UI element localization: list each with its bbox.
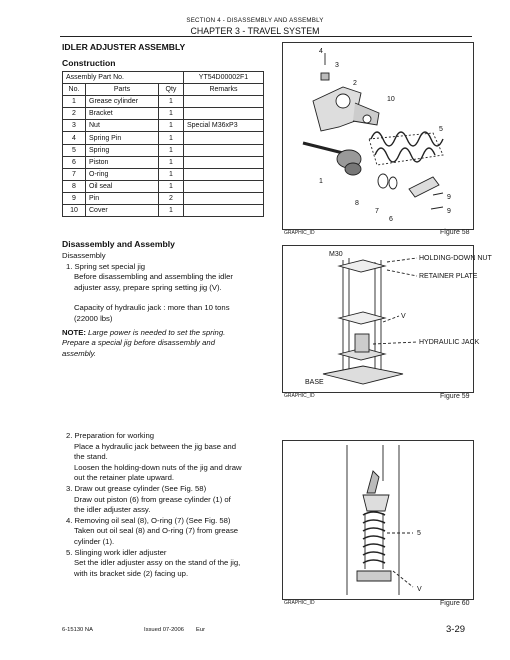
assembly-number: YT54D00002F1	[184, 72, 264, 84]
step5-line: Set the idler adjuster assy on the stand of the jig,	[74, 558, 241, 568]
jack-capacity: Capacity of hydraulic jack : more than 10 tons	[74, 303, 230, 313]
note-text: assembly.	[62, 348, 97, 358]
steps-text	[62, 431, 272, 579]
assembly-label: Assembly Part No.	[63, 72, 184, 84]
col-header: Qty	[159, 84, 184, 96]
cell: 1	[159, 180, 184, 192]
note	[62, 328, 262, 339]
cell: 1	[159, 156, 184, 168]
disassembly-text	[62, 251, 262, 359]
cell	[184, 156, 264, 168]
callout: 1	[319, 178, 323, 185]
disassembly-subheading: Disassembly	[62, 251, 106, 260]
table-row	[63, 108, 264, 120]
retainer-plate-label: RETAINER PLATE	[419, 273, 478, 280]
cell: 1	[159, 96, 184, 108]
callout: 9	[447, 194, 451, 201]
m30-label: M30	[329, 251, 343, 258]
callout: 7	[375, 208, 379, 215]
table-row	[63, 192, 264, 204]
step4-line: cylinder (1).	[74, 536, 115, 546]
cell: 1	[159, 120, 184, 132]
cell: 1	[63, 96, 86, 108]
step2-heading: 2. Preparation for working	[66, 431, 155, 440]
table-header-row	[63, 84, 264, 96]
figure-59-graphic-id: GRAPHIC_ID	[284, 393, 315, 399]
idler-adjuster-exploded-drawing	[283, 43, 473, 229]
step5-line: with its bracket side (2) facing up.	[74, 568, 189, 578]
cell: 1	[159, 144, 184, 156]
footer-language: Eur	[196, 627, 206, 633]
table-row	[63, 168, 264, 180]
col-header: No.	[63, 84, 86, 96]
table-row	[63, 132, 264, 144]
footer-doc-number: 6-15130 NA	[62, 627, 93, 633]
cell: Oil seal	[86, 180, 159, 192]
note-text: Prepare a special jig before disassembly and	[62, 338, 215, 348]
cell: 2	[63, 108, 86, 120]
step4-heading: 4. Removing oil seal (8), O-ring (7) (See Fig. 58)	[66, 515, 231, 525]
col-header: Remarks	[184, 84, 264, 96]
table-row	[63, 72, 264, 84]
cell	[184, 192, 264, 204]
step1-line: adjuster assy, prepare spring setting jig (V).	[74, 282, 222, 292]
cell: 5	[63, 144, 86, 156]
step1-line: Before disassembling and assembling the idler	[74, 272, 233, 282]
cell: Pin	[86, 192, 159, 204]
callout: 9	[447, 208, 451, 215]
step4-line: Taken out oil seal (8) and O-ring (7) from grease	[74, 526, 239, 536]
callout: 3	[335, 62, 339, 69]
callout: 4	[319, 48, 323, 55]
figure-59-frame	[282, 245, 492, 393]
callout: 5	[439, 126, 443, 133]
step2-line: Loosen the holding-down nuts of the jig and draw	[74, 462, 242, 472]
cell: Spring Pin	[86, 132, 159, 144]
step3-line: the idler adjuster assy.	[74, 505, 151, 515]
callout: 6	[389, 216, 393, 223]
cell	[184, 108, 264, 120]
spring-callout: 5	[417, 530, 421, 537]
callout: 2	[353, 80, 357, 87]
construction-heading: Construction	[62, 58, 116, 68]
step2-line: out the retainer plate upward.	[74, 473, 175, 483]
spring-setting-jig-drawing	[283, 246, 492, 392]
cell	[184, 168, 264, 180]
cell: Bracket	[86, 108, 159, 120]
cell: 8	[63, 180, 86, 192]
jack-capacity-lbs: (22000 lbs)	[74, 313, 113, 323]
cell: 7	[63, 168, 86, 180]
table-row	[63, 120, 264, 132]
figure-58-label: Figure 58	[440, 229, 470, 236]
cell	[184, 132, 264, 144]
figure-59-label: Figure 59	[440, 393, 470, 400]
jig-callout: V	[417, 586, 422, 593]
cell: Spring	[86, 144, 159, 156]
slinging-idler-adjuster-drawing	[283, 441, 473, 599]
note-text: Large power is needed to set the spring.	[85, 327, 226, 337]
cell	[184, 144, 264, 156]
cell: Nut	[86, 120, 159, 132]
holding-down-nut-label: HOLDING-DOWN NUT	[419, 255, 492, 262]
cell	[184, 96, 264, 108]
cell: 4	[63, 132, 86, 144]
figure-58-graphic-id: GRAPHIC_ID	[284, 230, 315, 236]
cell	[184, 180, 264, 192]
cell: Grease cylinder	[86, 96, 159, 108]
figure-60-graphic-id: GRAPHIC_ID	[284, 600, 315, 606]
step3-line: Draw out piston (6) from grease cylinder (1) of	[74, 494, 231, 504]
cell: 2	[159, 192, 184, 204]
cell: Piston	[86, 156, 159, 168]
step2-line: Place a hydraulic jack between the jig base and	[74, 441, 236, 451]
table-row	[63, 180, 264, 192]
hydraulic-jack-label: HYDRAULIC JACK	[419, 339, 480, 346]
header-section: SECTION 4 - DISASSEMBLY AND ASSEMBLY	[186, 17, 324, 24]
step5-heading: 5. Slinging work idler adjuster	[66, 547, 167, 557]
step2-line: the stand.	[74, 452, 108, 462]
step1-heading: 1. Spring set special jig	[66, 261, 146, 271]
footer-issued: Issued 07-2006	[144, 627, 184, 633]
cell	[184, 205, 264, 217]
note-label: NOTE:	[62, 327, 86, 337]
cell: 1	[159, 108, 184, 120]
cell: Special M36xP3	[184, 120, 264, 132]
callout: 8	[355, 200, 359, 207]
cell: 1	[159, 168, 184, 180]
page-title: IDLER ADJUSTER ASSEMBLY	[62, 42, 186, 52]
callout: 10	[387, 96, 395, 103]
cell: O-ring	[86, 168, 159, 180]
col-header: Parts	[86, 84, 159, 96]
cell: 9	[63, 192, 86, 204]
table-row	[63, 156, 264, 168]
table-row	[63, 144, 264, 156]
cell: Cover	[86, 205, 159, 217]
step3-heading: 3. Draw out grease cylinder (See Fig. 58)	[66, 483, 207, 493]
jig-v-label: V	[401, 313, 406, 320]
cell: 6	[63, 156, 86, 168]
disassembly-assembly-heading: Disassembly and Assembly	[62, 239, 175, 249]
parts-table	[62, 71, 264, 217]
page-number: 3-29	[446, 624, 466, 635]
table-row	[63, 96, 264, 108]
figure-60-frame	[282, 440, 474, 600]
figure-60-label: Figure 60	[440, 600, 470, 607]
table-row	[63, 205, 264, 217]
cell: 10	[63, 205, 86, 217]
header-rule	[60, 36, 472, 37]
header-chapter: CHAPTER 3 - TRAVEL SYSTEM	[190, 26, 320, 36]
cell: 1	[159, 205, 184, 217]
cell: 3	[63, 120, 86, 132]
figure-58-frame	[282, 42, 474, 230]
cell: 1	[159, 132, 184, 144]
base-label: BASE	[305, 379, 324, 386]
